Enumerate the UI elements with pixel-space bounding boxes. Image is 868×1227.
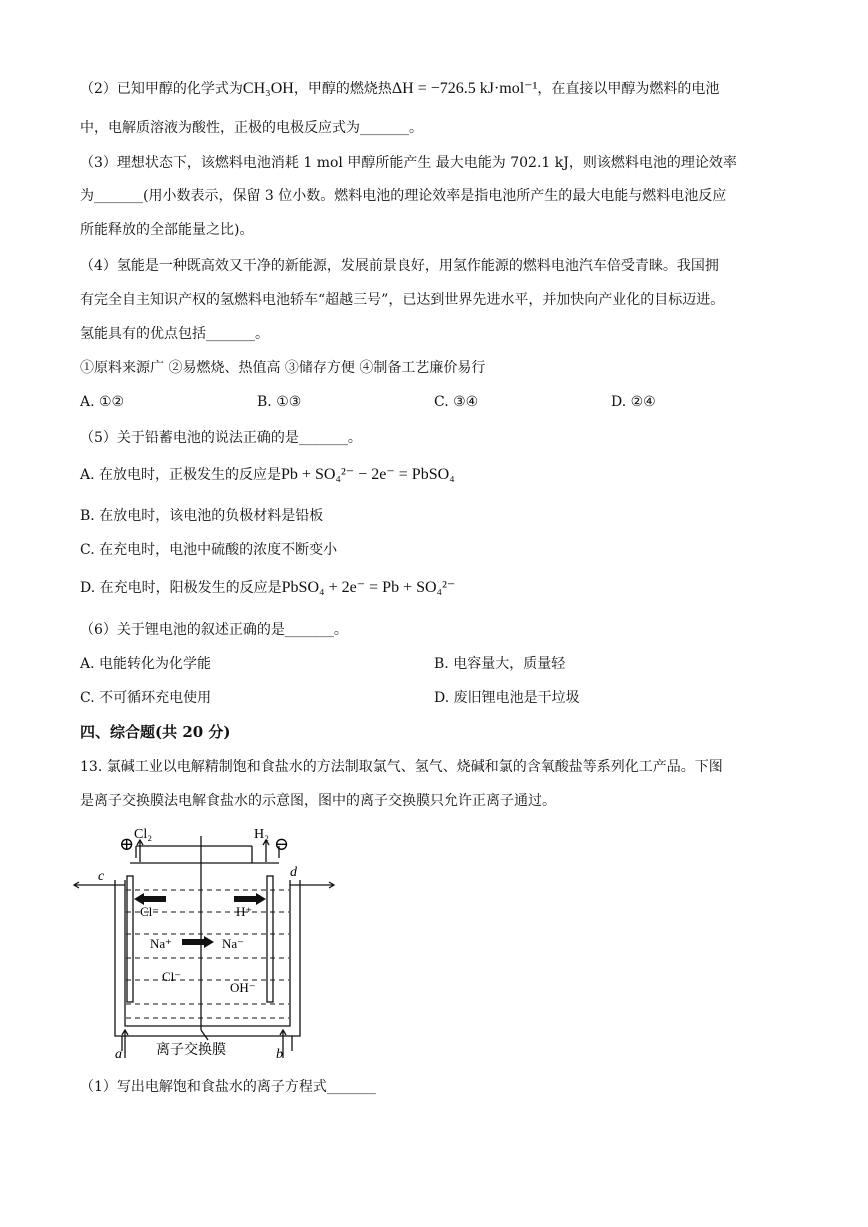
q5-option-a-equation: Pb + SO₄²⁻ − 2e⁻ = PbSO₄ <box>281 466 455 483</box>
q5-stem: （5）关于铅蓄电池的说法正确的是_______。 <box>80 430 362 446</box>
q4-option-d: D. ②④ <box>611 394 656 410</box>
inlet-b-label: b <box>276 1047 283 1062</box>
q4-items: ①原料来源广 ②易燃烧、热值高 ③储存方便 ④制备工艺廉价易行 <box>80 360 486 376</box>
q2-line2: 中，电解质溶液为酸性，正极的电极反应式为_______。 <box>80 120 423 136</box>
hydroxide-ion-label: OH⁻ <box>230 980 256 995</box>
q4-line2: 有完全自主知识产权的氢燃料电池轿车“超越三号”，已达到世界先进水平，并加快向产业化的目标迈进。 <box>80 292 725 308</box>
q5-option-d: D. 在充电时，阳极发生的反应是PbSO₄ + 2e⁻ = Pb + SO₄²⁻ <box>80 579 456 596</box>
enthalpy-value: ΔH = −726.5 kJ·mol⁻¹ <box>391 80 538 97</box>
q4-option-a: A. ①② <box>80 394 125 410</box>
right-arrow-icon <box>182 936 214 948</box>
q5-option-b: B. 在放电时，该电池的负极材料是铅板 <box>80 508 324 524</box>
q13-sub1: （1）写出电解饱和食盐水的离子方程式_______ <box>80 1079 376 1095</box>
methanol-formula: CH₃OH <box>242 80 294 97</box>
q6-option-b: B. 电容量大，质量轻 <box>434 656 566 672</box>
q5-option-d-equation: PbSO₄ + 2e⁻ = Pb + SO₄²⁻ <box>281 579 456 596</box>
q6-option-c: C. 不可循环充电使用 <box>80 690 212 706</box>
cl2-label: Cl₂ <box>134 827 153 842</box>
q6-option-d: D. 废旧锂电池是干垃圾 <box>434 690 580 706</box>
negative-terminal-icon: ⊖ <box>274 834 290 854</box>
q13-line1: 13. 氯碱工业以电解精制饱和食盐水的方法制取氯气、氢气、烧碱和氯的含氧酸盐等系列化工产品。下图 <box>80 759 723 775</box>
q6-option-a: A. 电能转化为化学能 <box>80 656 212 672</box>
section-heading: 四、综合题(共 20 分) <box>80 723 231 741</box>
chloride-ion-bottom-label: Cl⁻ <box>162 969 182 984</box>
membrane-label: 离子交换膜 <box>156 1043 226 1058</box>
hydrogen-ion-label: H⁺ <box>236 904 253 919</box>
q4-option-c: C. ③④ <box>434 394 479 410</box>
q2-line1: （2）已知甲醇的化学式为CH₃OH，甲醇的燃烧热ΔH = −726.5 kJ·mol⁻¹，在直接以甲醇为燃料的电池 <box>80 80 720 97</box>
positive-terminal-icon: ⊕ <box>119 834 135 854</box>
q5-option-a: A. 在放电时，正极发生的反应是Pb + SO₄²⁻ − 2e⁻ = PbSO₄ <box>80 466 455 483</box>
electrolysis-diagram <box>70 818 350 1063</box>
sodium-ion-right-label: Na⁻ <box>222 936 245 951</box>
sodium-ion-left-label: Na⁺ <box>150 936 173 951</box>
chloride-ion-label: Cl⁻ <box>140 904 160 919</box>
q5-option-c: C. 在充电时，电池中硫酸的浓度不断变小 <box>80 542 338 558</box>
q13-line2: 是离子交换膜法电解食盐水的示意图，图中的离子交换膜只允许正离子通过。 <box>80 793 556 809</box>
outlet-d-label: d <box>290 865 297 880</box>
outlet-c-label: c <box>98 869 105 884</box>
q4-line3: 氢能具有的优点包括_______。 <box>80 326 269 342</box>
q4-option-b: B. ①③ <box>257 394 302 410</box>
q4-line1: （4）氢能是一种既高效又干净的新能源，发展前景良好，用氢作能源的燃料电池汽车倍受青睐。我国拥 <box>80 258 719 274</box>
q6-stem: （6）关于锂电池的叙述正确的是_______。 <box>80 622 348 638</box>
q3-line3: 所能释放的全部能量之比)。 <box>80 222 254 238</box>
q3-line2: 为_______(用小数表示，保留 3 位小数。燃料电池的理论效率是指电池所产生的最大电能与燃料电池反应 <box>80 188 727 204</box>
h2-label: H₂ <box>254 827 269 842</box>
inlet-a-label: a <box>115 1047 122 1062</box>
q3-line1: （3）理想状态下，该燃料电池消耗 1 mol 甲醇所能产生 最大电能为 702.1 kJ，则该燃料电池的理论效率 <box>80 155 737 171</box>
